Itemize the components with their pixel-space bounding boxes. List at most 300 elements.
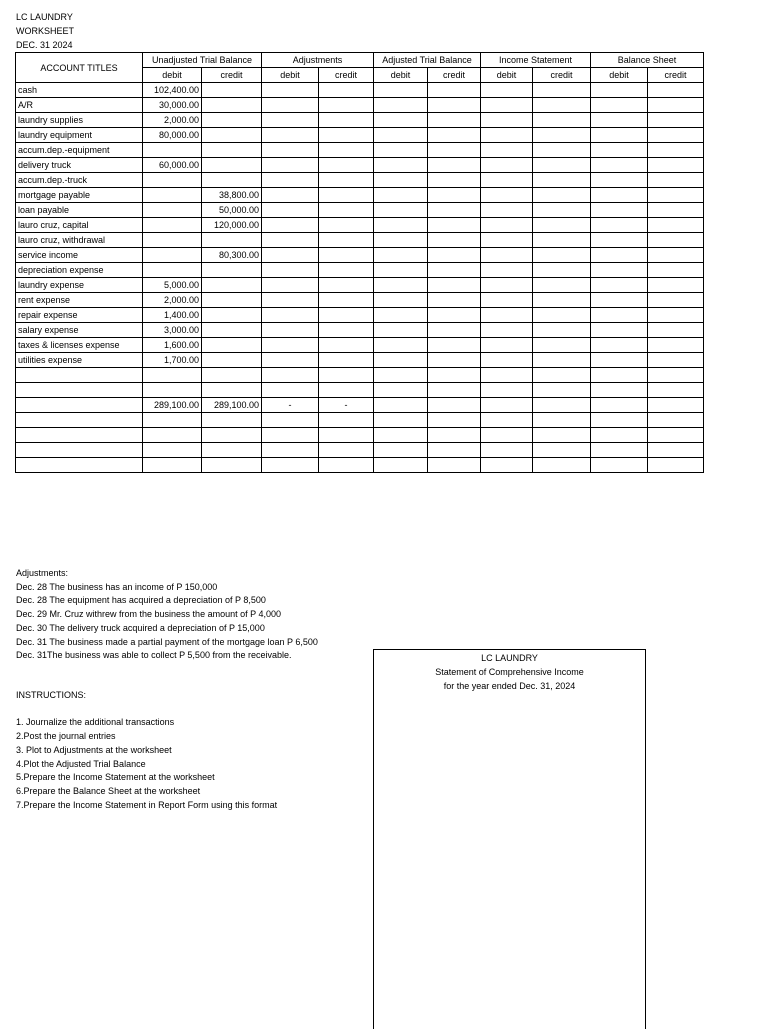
- empty-cell: [591, 158, 648, 173]
- empty-cell: [533, 293, 591, 308]
- empty-cell: [374, 263, 428, 278]
- empty-cell: [533, 203, 591, 218]
- empty-cell: [319, 443, 374, 458]
- empty-cell: [481, 143, 533, 158]
- unadjusted-credit-cell: [202, 113, 262, 128]
- empty-cell: [591, 308, 648, 323]
- empty-cell: [533, 458, 591, 473]
- empty-cell: [202, 428, 262, 443]
- empty-cell: [591, 338, 648, 353]
- empty-cell: [428, 128, 481, 143]
- empty-cell: [428, 83, 481, 98]
- table-row: [16, 173, 704, 188]
- empty-cell: [202, 383, 262, 398]
- unadjusted-debit-cell: [143, 188, 202, 203]
- unadjusted-credit-cell: [202, 323, 262, 338]
- credit-header: credit: [648, 68, 704, 83]
- empty-cell: [143, 428, 202, 443]
- unadjusted-debit-cell: [143, 248, 202, 263]
- blank-row: [16, 413, 704, 428]
- empty-cell: [533, 428, 591, 443]
- empty-cell: [428, 458, 481, 473]
- adjustment-item: Dec. 29 Mr. Cruz withrew from the business the amount of P 4,000: [16, 609, 281, 620]
- empty-cell: [262, 98, 319, 113]
- empty-cell: [319, 368, 374, 383]
- blank-row: [16, 368, 704, 383]
- empty-cell: [591, 293, 648, 308]
- unadjusted-debit-cell: [143, 233, 202, 248]
- empty-cell: [428, 173, 481, 188]
- empty-cell: [648, 113, 704, 128]
- empty-cell: [262, 143, 319, 158]
- empty-cell: [202, 368, 262, 383]
- blank-row: [16, 383, 704, 398]
- empty-cell: [319, 83, 374, 98]
- empty-cell: [533, 143, 591, 158]
- empty-cell: [262, 188, 319, 203]
- empty-cell: [481, 383, 533, 398]
- empty-cell: [319, 173, 374, 188]
- unadjusted-credit-cell: [202, 173, 262, 188]
- empty-cell: [319, 413, 374, 428]
- empty-cell: [262, 383, 319, 398]
- empty-cell: [481, 323, 533, 338]
- empty-cell: [16, 413, 143, 428]
- instruction-item: 6.Prepare the Balance Sheet at the worksheet: [16, 785, 201, 796]
- table-row: [16, 203, 704, 218]
- empty-cell: [319, 278, 374, 293]
- account-title: cash: [16, 83, 143, 98]
- empty-cell: [374, 203, 428, 218]
- empty-cell: [143, 413, 202, 428]
- unadjusted-credit-cell: [202, 128, 262, 143]
- table-row: [16, 158, 704, 173]
- empty-cell: [374, 308, 428, 323]
- unadjusted-credit-cell: 38,800.00: [202, 188, 262, 203]
- unadjusted-credit-cell: [202, 98, 262, 113]
- empty-cell: [262, 263, 319, 278]
- column-group-header: Adjusted Trial Balance: [374, 53, 481, 68]
- account-title: taxes & licenses expense: [16, 338, 143, 353]
- statement-company: LC LAUNDRY: [481, 653, 538, 663]
- unadjusted-credit-cell: [202, 158, 262, 173]
- empty-cell: [262, 353, 319, 368]
- company-name: LC LAUNDRY: [16, 12, 73, 22]
- column-group-header: Adjustments: [262, 53, 374, 68]
- unadjusted-debit-cell: [143, 263, 202, 278]
- table-row: [16, 113, 704, 128]
- empty-cell: [648, 428, 704, 443]
- empty-cell: [374, 293, 428, 308]
- unadjusted-debit-cell: 30,000.00: [143, 98, 202, 113]
- account-title: laundry expense: [16, 278, 143, 293]
- empty-cell: [648, 413, 704, 428]
- empty-cell: [481, 173, 533, 188]
- empty-cell: [262, 413, 319, 428]
- adjustments-title: Adjustments:: [16, 568, 69, 578]
- empty-cell: [319, 128, 374, 143]
- empty-cell: [374, 353, 428, 368]
- instruction-item: 1. Journalize the additional transactions: [16, 717, 175, 728]
- empty-cell: [374, 83, 428, 98]
- table-row: [16, 338, 704, 353]
- unadjusted-debit-cell: 2,000.00: [143, 113, 202, 128]
- empty-cell: [428, 158, 481, 173]
- empty-cell: [648, 233, 704, 248]
- empty-cell: [591, 398, 648, 413]
- empty-cell: [428, 398, 481, 413]
- empty-cell: [319, 428, 374, 443]
- statement-title: Statement of Comprehensive Income: [435, 667, 584, 677]
- empty-cell: [648, 458, 704, 473]
- account-title: laundry equipment: [16, 128, 143, 143]
- empty-cell: [374, 458, 428, 473]
- empty-cell: [533, 278, 591, 293]
- empty-cell: [262, 128, 319, 143]
- empty-cell: [591, 218, 648, 233]
- empty-cell: [428, 443, 481, 458]
- adjustment-item: Dec. 28 The equipment has acquired a depreciation of P 8,500: [16, 595, 266, 606]
- instruction-item: 2.Post the journal entries: [16, 731, 116, 742]
- empty-cell: [648, 308, 704, 323]
- empty-cell: [648, 188, 704, 203]
- account-title: lauro cruz, capital: [16, 218, 143, 233]
- adjustment-item: Dec. 30 The delivery truck acquired a depreciation of P 15,000: [16, 622, 265, 633]
- table-row: [16, 188, 704, 203]
- unadjusted-debit-cell: 1,600.00: [143, 338, 202, 353]
- empty-cell: [262, 203, 319, 218]
- empty-cell: [481, 338, 533, 353]
- empty-cell: [428, 383, 481, 398]
- empty-cell: [533, 263, 591, 278]
- worksheet-group-header-row: [16, 53, 704, 68]
- empty-cell: [319, 383, 374, 398]
- credit-header: credit: [428, 68, 481, 83]
- empty-cell: [591, 278, 648, 293]
- account-title: depreciation expense: [16, 263, 143, 278]
- empty-cell: [481, 428, 533, 443]
- empty-cell: [319, 323, 374, 338]
- account-title: service income: [16, 248, 143, 263]
- empty-cell: [591, 113, 648, 128]
- empty-cell: [16, 383, 143, 398]
- empty-cell: [591, 173, 648, 188]
- empty-cell: [648, 443, 704, 458]
- empty-cell: [262, 308, 319, 323]
- empty-cell: [591, 248, 648, 263]
- empty-cell: [374, 128, 428, 143]
- empty-cell: [533, 338, 591, 353]
- account-title: A/R: [16, 98, 143, 113]
- unadjusted-debit-cell: 3,000.00: [143, 323, 202, 338]
- empty-cell: [374, 368, 428, 383]
- unadjusted-credit-cell: [202, 143, 262, 158]
- empty-cell: [533, 158, 591, 173]
- account-title: repair expense: [16, 308, 143, 323]
- empty-cell: [481, 128, 533, 143]
- empty-cell: [533, 83, 591, 98]
- empty-cell: [533, 218, 591, 233]
- table-row: [16, 308, 704, 323]
- empty-cell: [262, 113, 319, 128]
- empty-cell: [428, 203, 481, 218]
- empty-cell: [648, 83, 704, 98]
- empty-cell: [374, 113, 428, 128]
- account-title: delivery truck: [16, 158, 143, 173]
- unadjusted-debit-cell: 1,700.00: [143, 353, 202, 368]
- unadjusted-debit-cell: 5,000.00: [143, 278, 202, 293]
- empty-cell: [319, 338, 374, 353]
- empty-cell: [591, 203, 648, 218]
- empty-cell: [262, 173, 319, 188]
- unadjusted-debit-cell: 80,000.00: [143, 128, 202, 143]
- empty-cell: [262, 338, 319, 353]
- blank-row: [16, 443, 704, 458]
- totals-row: [16, 398, 704, 413]
- empty-cell: [481, 413, 533, 428]
- empty-cell: [481, 83, 533, 98]
- empty-cell: [374, 413, 428, 428]
- empty-cell: [428, 293, 481, 308]
- empty-cell: [533, 248, 591, 263]
- empty-cell: [202, 458, 262, 473]
- empty-cell: [319, 353, 374, 368]
- empty-cell: [533, 353, 591, 368]
- empty-cell: [591, 323, 648, 338]
- empty-cell: [428, 308, 481, 323]
- empty-cell: [648, 398, 704, 413]
- empty-cell: [481, 398, 533, 413]
- account-title: rent expense: [16, 293, 143, 308]
- empty-cell: [481, 158, 533, 173]
- unadjusted-credit-cell: 50,000.00: [202, 203, 262, 218]
- empty-cell: [591, 83, 648, 98]
- empty-cell: [319, 308, 374, 323]
- empty-cell: [481, 233, 533, 248]
- empty-cell: [374, 338, 428, 353]
- empty-cell: [481, 458, 533, 473]
- blank-row: [16, 458, 704, 473]
- empty-cell: [533, 398, 591, 413]
- table-row: [16, 143, 704, 158]
- empty-cell: [262, 218, 319, 233]
- empty-cell: [591, 413, 648, 428]
- debit-header: debit: [143, 68, 202, 83]
- empty-cell: [374, 233, 428, 248]
- empty-cell: [319, 233, 374, 248]
- empty-cell: [648, 323, 704, 338]
- unadjusted-debit-total: 289,100.00: [143, 398, 202, 413]
- empty-cell: [262, 428, 319, 443]
- empty-cell: [262, 293, 319, 308]
- account-title: lauro cruz, withdrawal: [16, 233, 143, 248]
- table-row: [16, 218, 704, 233]
- empty-cell: [648, 278, 704, 293]
- empty-cell: [481, 353, 533, 368]
- empty-cell: [374, 383, 428, 398]
- unadjusted-credit-cell: [202, 293, 262, 308]
- table-row: [16, 128, 704, 143]
- empty-cell: [428, 248, 481, 263]
- empty-cell: [319, 218, 374, 233]
- column-group-header: Income Statement: [481, 53, 591, 68]
- table-row: [16, 98, 704, 113]
- unadjusted-credit-cell: [202, 83, 262, 98]
- adjustments-debit-total: -: [262, 398, 319, 413]
- empty-cell: [428, 218, 481, 233]
- empty-cell: [481, 203, 533, 218]
- debit-header: debit: [374, 68, 428, 83]
- empty-cell: [533, 383, 591, 398]
- empty-cell: [481, 218, 533, 233]
- empty-cell: [202, 443, 262, 458]
- unadjusted-debit-cell: [143, 218, 202, 233]
- empty-cell: [374, 158, 428, 173]
- empty-cell: [319, 158, 374, 173]
- account-title: utilities expense: [16, 353, 143, 368]
- empty-cell: [533, 368, 591, 383]
- empty-cell: [481, 263, 533, 278]
- empty-cell: [591, 368, 648, 383]
- empty-cell: [648, 203, 704, 218]
- unadjusted-debit-cell: 60,000.00: [143, 158, 202, 173]
- empty-cell: [262, 233, 319, 248]
- empty-cell: [481, 113, 533, 128]
- empty-cell: [591, 143, 648, 158]
- empty-cell: [262, 83, 319, 98]
- unadjusted-debit-cell: [143, 173, 202, 188]
- unadjusted-credit-cell: [202, 263, 262, 278]
- instruction-item: 3. Plot to Adjustments at the worksheet: [16, 744, 172, 755]
- income-statement-box: [373, 649, 646, 1029]
- worksheet-date: DEC. 31 2024: [16, 40, 73, 50]
- empty-cell: [16, 428, 143, 443]
- debit-header: debit: [481, 68, 533, 83]
- unadjusted-debit-cell: [143, 143, 202, 158]
- adjustment-item: Dec. 31 The business made a partial payment of the mortgage loan P 6,500: [16, 636, 318, 647]
- empty-cell: [648, 128, 704, 143]
- empty-cell: [648, 98, 704, 113]
- account-title: accum.dep.-truck: [16, 173, 143, 188]
- account-titles-header: ACCOUNT TITLES: [16, 53, 143, 83]
- empty-cell: [648, 158, 704, 173]
- empty-cell: [374, 278, 428, 293]
- empty-cell: [16, 458, 143, 473]
- table-row: [16, 293, 704, 308]
- empty-cell: [202, 413, 262, 428]
- empty-cell: [374, 443, 428, 458]
- table-row: [16, 263, 704, 278]
- unadjusted-credit-cell: [202, 353, 262, 368]
- debit-header: debit: [591, 68, 648, 83]
- unadjusted-credit-cell: 80,300.00: [202, 248, 262, 263]
- empty-cell: [374, 323, 428, 338]
- empty-cell: [319, 293, 374, 308]
- empty-cell: [533, 413, 591, 428]
- empty-cell: [374, 428, 428, 443]
- empty-cell: [533, 98, 591, 113]
- empty-cell: [428, 323, 481, 338]
- table-row: [16, 278, 704, 293]
- empty-cell: [591, 188, 648, 203]
- unadjusted-credit-cell: [202, 308, 262, 323]
- instructions: [16, 689, 277, 812]
- empty-cell: [648, 353, 704, 368]
- empty-cell: [591, 458, 648, 473]
- unadjusted-debit-cell: 2,000.00: [143, 293, 202, 308]
- empty-cell: [533, 128, 591, 143]
- empty-cell: [143, 368, 202, 383]
- empty-cell: [428, 233, 481, 248]
- empty-cell: [591, 383, 648, 398]
- empty-cell: [262, 158, 319, 173]
- worksheet-header: [16, 10, 74, 52]
- empty-cell: [648, 143, 704, 158]
- empty-cell: [481, 368, 533, 383]
- empty-cell: [428, 98, 481, 113]
- instruction-item: 4.Plot the Adjusted Trial Balance: [16, 758, 146, 769]
- empty-cell: [428, 263, 481, 278]
- empty-cell: [374, 248, 428, 263]
- empty-cell: [428, 368, 481, 383]
- empty-cell: [428, 428, 481, 443]
- empty-cell: [481, 278, 533, 293]
- empty-cell: [428, 413, 481, 428]
- empty-cell: [481, 248, 533, 263]
- empty-cell: [143, 443, 202, 458]
- empty-cell: [648, 248, 704, 263]
- empty-cell: [319, 458, 374, 473]
- adjustments-credit-total: -: [319, 398, 374, 413]
- column-group-header: Unadjusted Trial Balance: [143, 53, 262, 68]
- empty-cell: [533, 188, 591, 203]
- empty-cell: [648, 173, 704, 188]
- empty-cell: [648, 383, 704, 398]
- empty-cell: [16, 443, 143, 458]
- empty-cell: [319, 98, 374, 113]
- empty-cell: [533, 233, 591, 248]
- empty-cell: [481, 443, 533, 458]
- empty-cell: [533, 113, 591, 128]
- empty-cell: [428, 143, 481, 158]
- unadjusted-debit-cell: 102,400.00: [143, 83, 202, 98]
- empty-cell: [428, 278, 481, 293]
- empty-cell: [319, 188, 374, 203]
- empty-cell: [143, 458, 202, 473]
- empty-cell: [374, 188, 428, 203]
- empty-cell: [428, 113, 481, 128]
- empty-cell: [319, 113, 374, 128]
- account-title: salary expense: [16, 323, 143, 338]
- empty-cell: [262, 278, 319, 293]
- instruction-item: 5.Prepare the Income Statement at the worksheet: [16, 772, 215, 783]
- empty-cell: [481, 308, 533, 323]
- empty-cell: [262, 248, 319, 263]
- empty-cell: [648, 293, 704, 308]
- empty-cell: [16, 368, 143, 383]
- account-title: accum.dep.-equipment: [16, 143, 143, 158]
- unadjusted-credit-cell: [202, 338, 262, 353]
- table-row: [16, 323, 704, 338]
- adjustment-item: Dec. 28 The business has an income of P 150,000: [16, 581, 218, 592]
- blank-row: [16, 428, 704, 443]
- account-title: laundry supplies: [16, 113, 143, 128]
- empty-cell: [533, 323, 591, 338]
- unadjusted-debit-cell: [143, 203, 202, 218]
- totals-label-cell: [16, 398, 143, 413]
- empty-cell: [374, 98, 428, 113]
- unadjusted-debit-cell: 1,400.00: [143, 308, 202, 323]
